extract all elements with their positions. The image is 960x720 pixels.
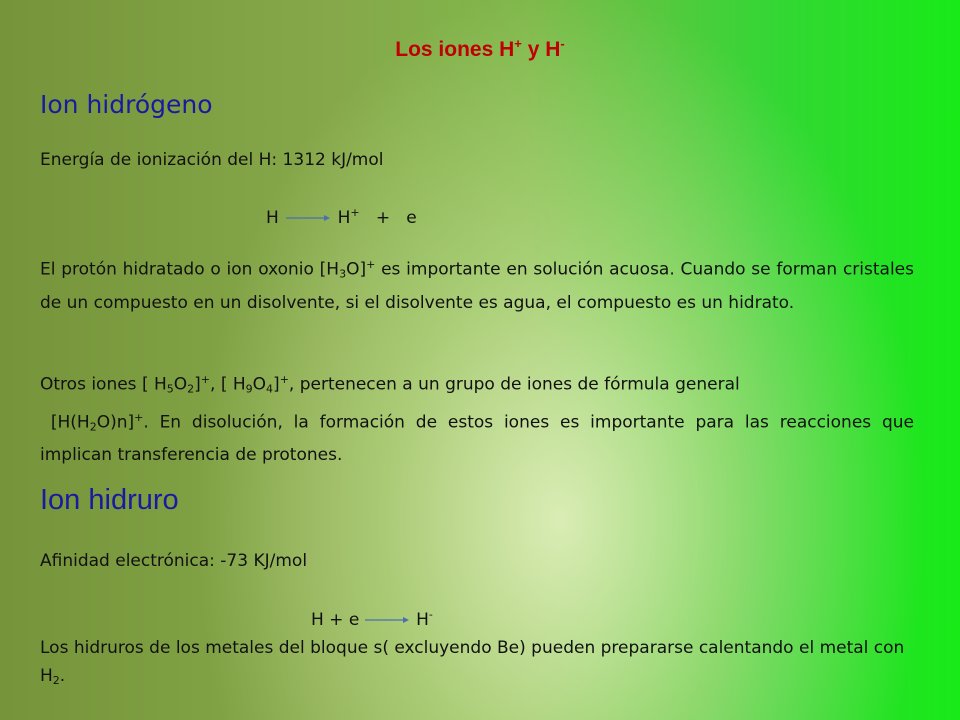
eq1-tail: + e <box>365 207 417 228</box>
eq1-right: H+ <box>337 206 360 228</box>
heading-ion-hidrogeno: Ion hidrógeno <box>40 90 213 119</box>
ionization-energy: Energía de ionización del H: 1312 kJ/mol <box>40 150 384 170</box>
eq2-left: H + e <box>311 609 360 630</box>
arrow-icon <box>365 615 411 625</box>
paragraph-hidruros: Los hidruros de los metales del bloque s( excluyendo Be) pueden prepararse calentando el metal con $H_2$. <box>40 638 905 687</box>
slide-title: Los iones H+ y H- <box>395 36 565 61</box>
paragraph-oxonio: El protón hidratado o ion oxonio $[H_3O]^+$ es importante en solución acuosa. Cuando se forman cristales de un compuesto en un disolvente, si el disolvente es agua, el compuesto es un hidrato. <box>40 258 915 313</box>
electron-affinity: Afinidad electrónica: -73 KJ/mol <box>40 551 308 571</box>
equation-ionization <box>266 206 417 228</box>
eq1-left: H <box>266 207 279 228</box>
equation-hydride <box>311 608 433 630</box>
paragraph-otros-iones: Otros iones [ $H_5O_2]^+$, [ $H_9O_4]^+$, pertenecen a un grupo de iones de fórmula general $[H(H_2O)n]^+$. En disolución, la formación de estos iones es importante para las reacciones que implican transferencia de protones. <box>40 373 915 466</box>
arrow-icon <box>284 213 332 223</box>
heading-ion-hidruro: Ion hidruro <box>40 484 179 516</box>
eq2-right: H- <box>416 608 433 630</box>
